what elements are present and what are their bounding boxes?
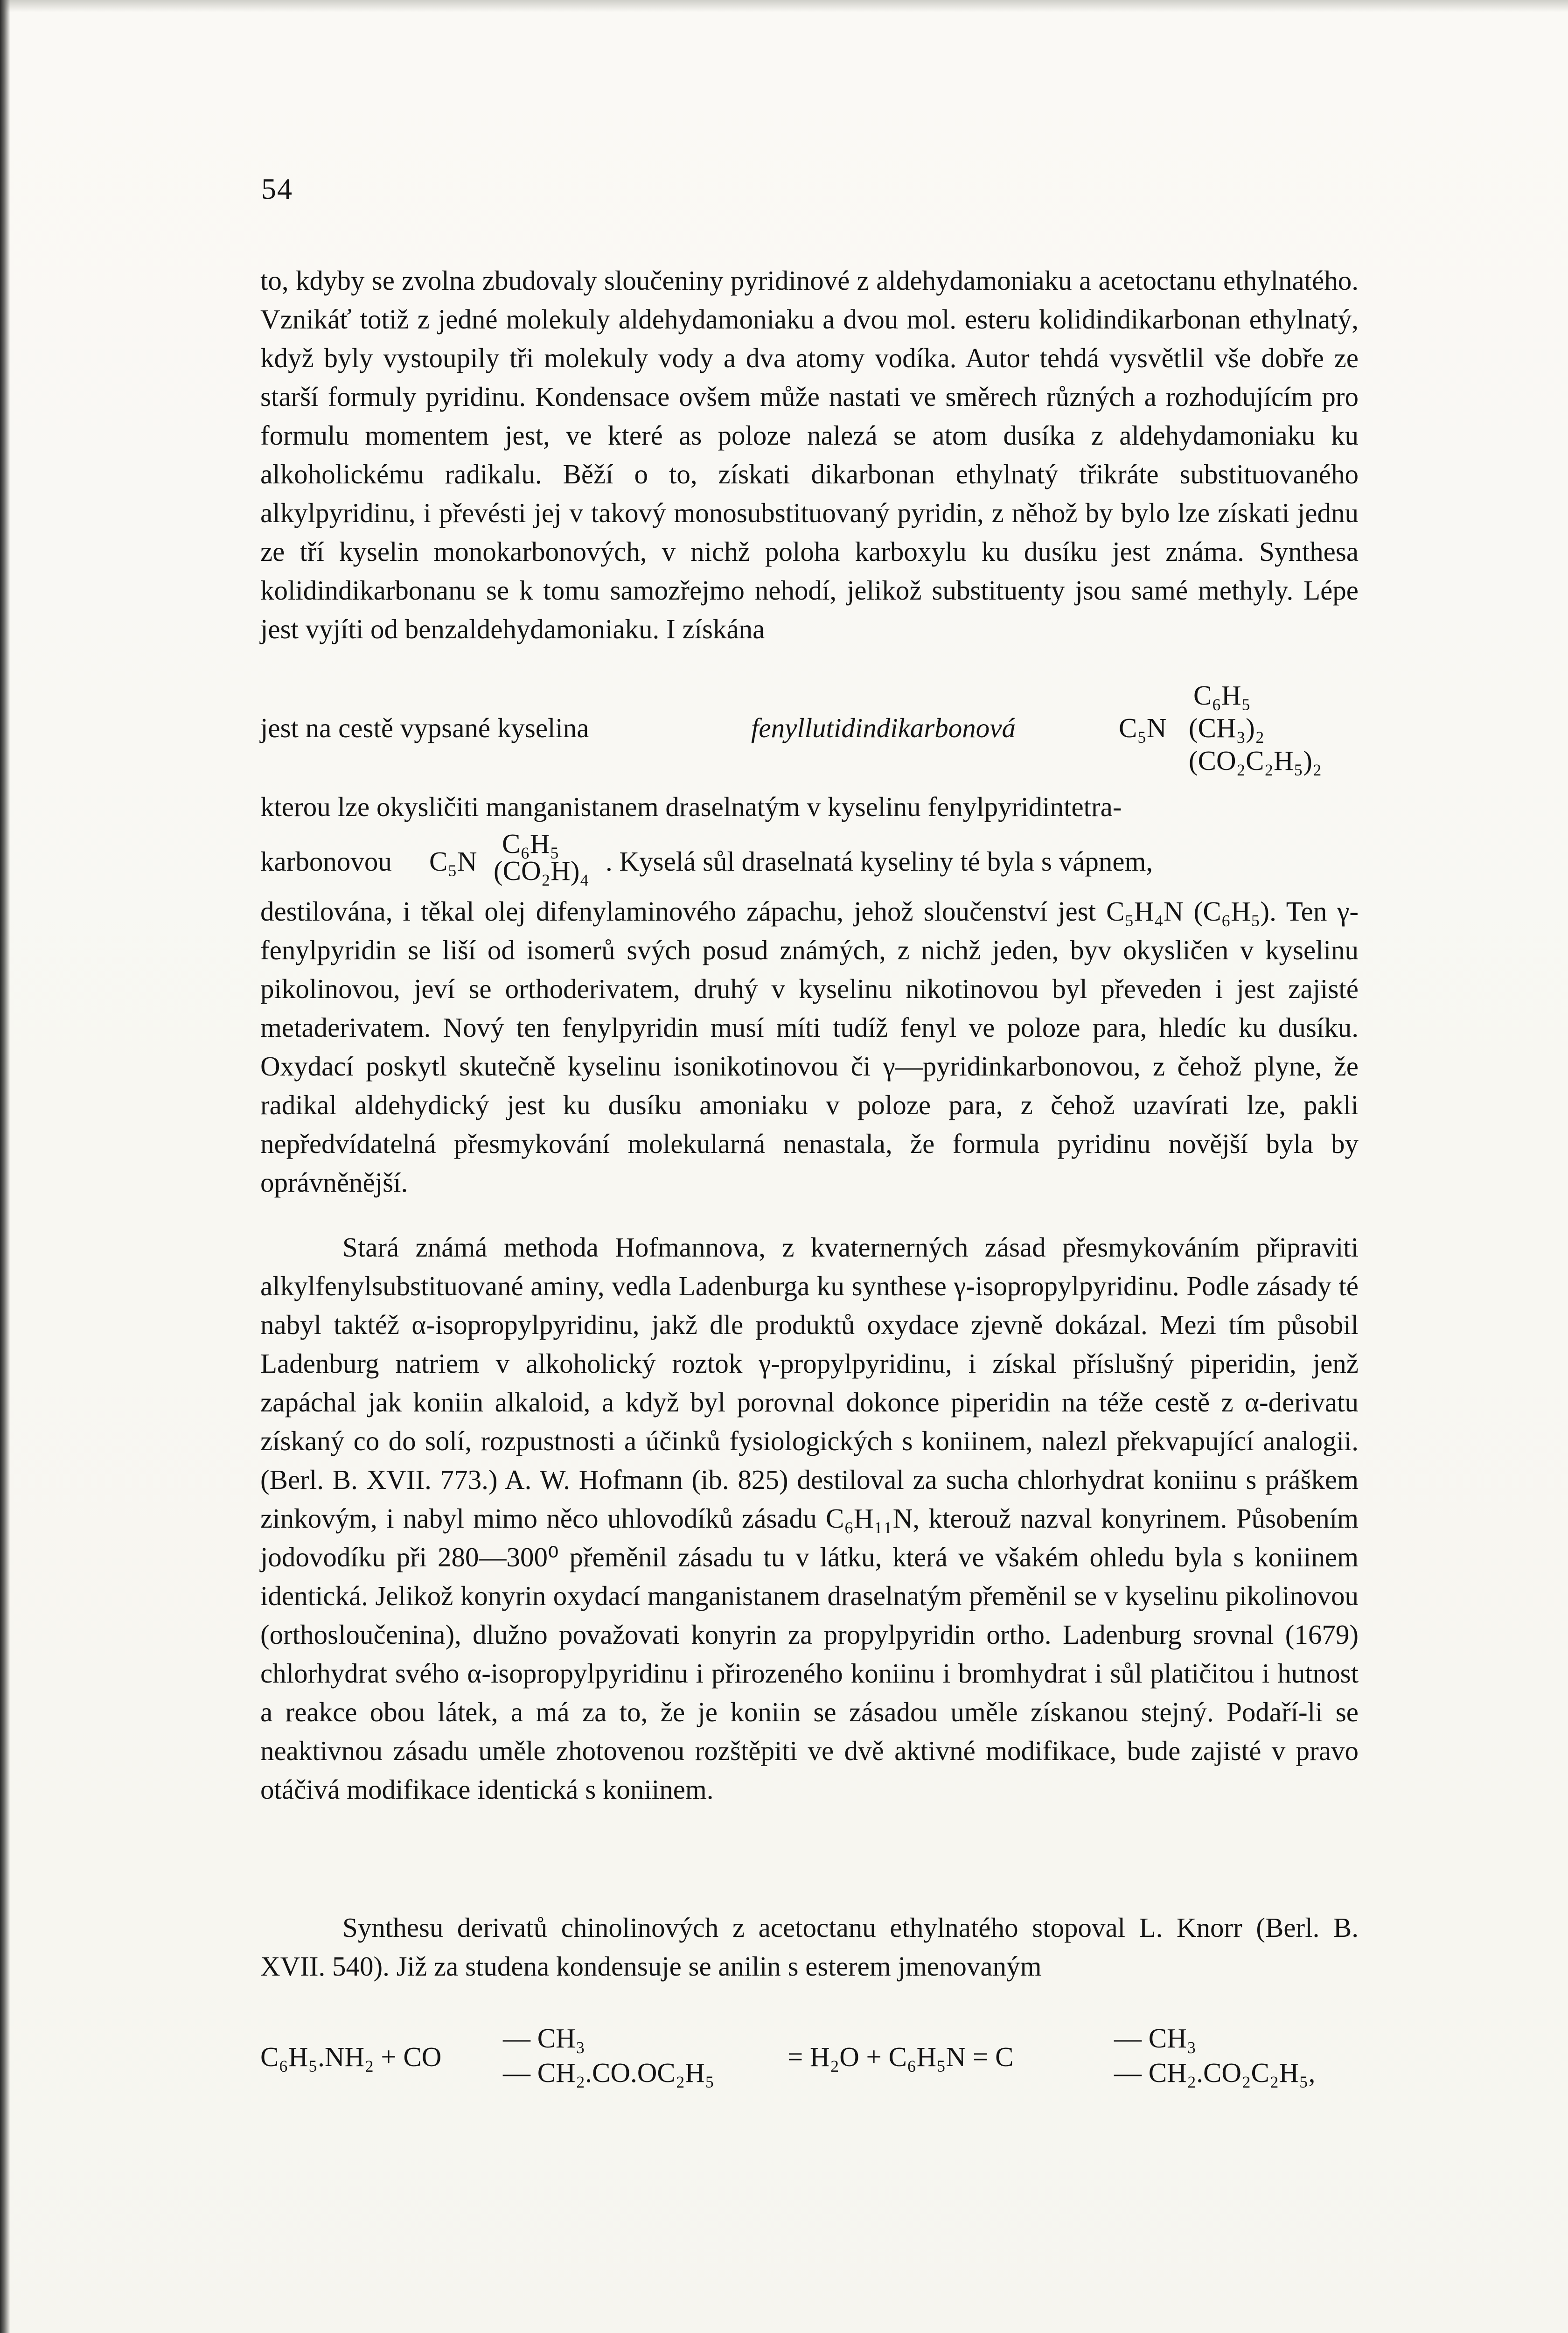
body-paragraph-3 [260,1228,1359,1809]
formula-prefix: karbonovou [260,846,392,877]
formula-suffix: . Kyselá sůl draselnatá kyseliny té byla s vápnem, [606,846,1153,877]
paragraph-text: to, kdyby se zvolna zbudovaly sloučeniny pyridinové z aldehydamoniaku a acetoctanu ethylnatého. Vznikáť totiž z jedné molekuly aldehydamoniaku a dvou mol. esteru kolidindikarbonan ethylnatý, když byly vystoupily tři molekuly vody a dva atomy vodíka. Autor tehdá vysvětlil vše dobře ze starší formuly pyridinu. Kondensace ovšem může nastati ve směrech různých a rozhodujícím pro formulu momentem jest, ve které as poloze nalezá se atom dusíka z aldehydamoniaku ku alkoholickému radikalu. Běží o to, získati dikarbonan ethylnatý třikráte substituovaného alkylpyridinu, i převésti jej v takový monosubstituovaný pyridin, z něhož by bylo lze získati jednu ze tří kyselin monokarbonových, v nichž poloha karboxylu ku dusíku jest známa. Synthesa kolidindikarbonanu se k tomu samozřejmo nehodí, jelikož substituenty jsou samé methyly. Lépe jest vyjíti od benzaldehydamoniaku. I získána [260,265,1359,644]
formula-name: fenyllutidindikarbonová [751,712,1016,743]
formula-prefix: jest na cestě vypsané kyselina [260,712,589,743]
paragraph-text: destilována, i těkal olej difenylaminového zápachu, jehož sloučenství jest C₅H₄N (C₆H₅). Ten γ-fenylpyridin se liší od isomerů svých posud známých, z nichž jeden, byv okysličen v kyselinu pikolinovou, jeví se orthoderivatem, druhý v kyselinu nikotinovou byl převeden i jest zajisté metaderivatem. Nový ten fenylpyridin musí míti tudíž fenyl ve poloze para, hledíc ku dusíku. Oxydací poskytl skutečně kyselinu isonikotinovou či γ—pyridinkarbonovou, z čehož plyne, že radikal aldehydický jest ku dusíku amoniaku v poloze para, z čehož uzavírati lze, pakli nepředvídatelná přesmykování molekularná nenastala, že formula pyridinu novější byla by oprávněnější. [260,896,1359,1198]
body-paragraph-4 [260,1908,1359,1986]
formula-fenyllutidin [260,680,1359,797]
body-paragraph-2 [260,892,1359,1202]
scan-edge-top [0,0,1568,12]
paragraph-text: kterou lze okysličiti manganistanem draselnatým v kyselinu fenylpyridintetra- [260,791,1122,822]
equation-right-top: — CH₃ [1114,2023,1197,2054]
formula-bottom: (CO₂C₂H₅)₂ [1189,745,1322,776]
page-number: 54 [261,172,293,205]
formula-top: C₆H₅ [1193,680,1251,711]
line-after-formula-1 [260,788,1359,826]
equation-left-bottom: — CH₂.CO.OC₂H₅ [503,2057,715,2088]
body-paragraph-1 [260,261,1359,649]
equation-knorr [260,2020,1359,2095]
formula-fenylpyridin-tetrakarbon [260,827,1359,892]
equation-left-top: — CH₃ [503,2023,585,2054]
formula-base: C₅N [1119,712,1167,743]
formula-base: C₅N [429,846,477,877]
equation-right-bottom: — CH₂.CO₂C₂H₅, [1114,2057,1316,2088]
formula-top: C₆H₅ [502,828,560,859]
paragraph-text: Synthesu derivatů chinolinových z acetoctanu ethylnatého stopoval L. Knorr (Berl. B. XVII. 540). Již za studena kondensuje se anilin s esterem jmenovaným [260,1912,1359,1982]
formula-bottom: (CO₂H)₄ [494,855,590,886]
scan-edge-left [0,0,10,2333]
equation-left: C₆H₅.NH₂ + CO [260,2041,442,2072]
equation-middle: = H₂O + C₆H₅N = C [787,2041,1014,2072]
formula-middle: (CH₃)₂ [1189,712,1265,743]
paragraph-text: Stará známá methoda Hofmannova, z kvaternerných zásad přesmykováním připraviti alkylfenylsubstituované aminy, vedla Ladenburga ku synthese γ-isopropylpyridinu. Podle zásady té nabyl taktéž α-isopropylpyridinu, jakž dle produktů oxydace zjevně dokázal. Mezi tím působil Ladenburg natriem v alkoholický roztok γ-propylpyridinu, i získal příslušný piperidin, jenž zapáchal jak koniin alkaloid, a když byl porovnal dokonce piperidin na téže cestě z α-derivatu získaný co do solí, rozpustnosti a účinků fysiologických s koniinem, nalezl překvapující analogii. (Berl. B. XVII. 773.) A. W. Hofmann (ib. 825) destiloval za sucha chlorhydrat koniinu s práškem zinkovým, i nabyl mimo něco uhlovodíků zásadu C₆H₁₁N, kterouž nazval konyrinem. Působením jodovodíku při 280—300⁰ přeměnil zásadu tu v látku, která ve všakém ohledu byla s koniinem identická. Jelikož konyrin oxydací manganistanem draselnatým přeměnil se v kyselinu pikolinovou (orthosloučenina), dlužno považovati konyrin za propylpyridin ortho. Ladenburg srovnal (1679) chlorhydrat svého α-isopropylpyridinu i přirozeného koniinu i bromhydrat i sůl platičitou i hutnost a reakce obou látek, a má za to, že je koniin se zásadou uměle získanou stejný. Podaří-li se neaktivnou zásadu uměle zhotovenou rozštěpiti ve dvě aktivné modifikace, bude zajisté v pravo otáčivá modifikace identická s koniinem. [260,1232,1359,1805]
